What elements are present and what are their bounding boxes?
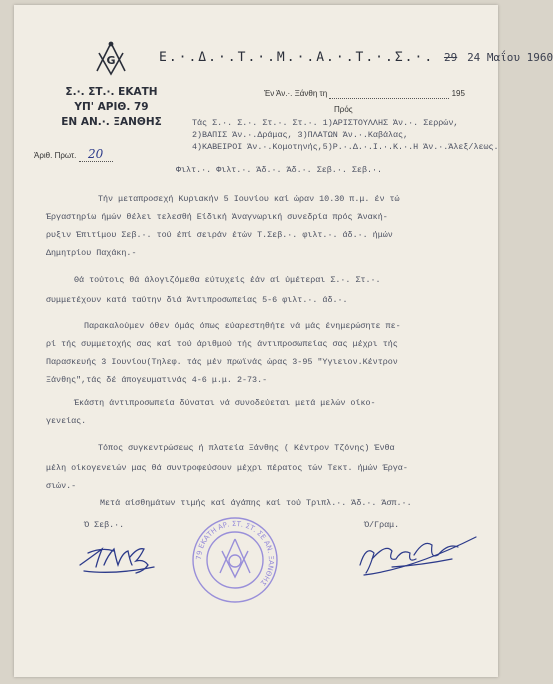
place-prefix: Έν Άν.·. Ξάνθη τη: [264, 89, 328, 98]
letterhead-title: [159, 50, 553, 65]
lodge-name: Σ.·. ΣΤ.·. ΕΚΑΤΗ: [65, 86, 158, 98]
stamp-ring-text: 79 ΕΚΑΤΗ ΑΡ. ΣΤ. ΣΤ. ΣΕ ΑΝ. ΞΑΝΘΗΣ: [194, 519, 276, 587]
lodge-stamp: [190, 515, 280, 605]
to-label: Πρός: [334, 105, 353, 114]
body-line: γενείας.: [46, 416, 87, 426]
recipient-line: Τάς Σ.·. Σ.·. Στ.·. Στ.·. 1)ΑΡΙΣΤΟΥΛΛΗΣ Άν.·. Σερρών,: [192, 118, 459, 128]
body-line: Θά τούτοις θά άλογιζόμεθα εύτυχείς έάν αί ύμέτεραι Σ.·. Στ.·.: [74, 275, 381, 285]
reference-number: [34, 147, 113, 162]
master-signature: [74, 535, 169, 580]
svg-text:G: G: [106, 54, 116, 67]
secretary-label: Ό/Γραμ.: [364, 520, 400, 530]
square-compass-emblem: [92, 41, 130, 77]
body-line: Έκάστη άντιπροσωπεία δύναται νά συνοδεύεται μετά μελών οίκο-: [74, 398, 376, 408]
master-label: Ό Σεβ.·.: [84, 520, 125, 530]
body-line: συμμετέχουν κατά ταύτην διά Άντιπροσωπείας 5-6 φιλτ.·. άδ.·.: [46, 295, 348, 305]
lodge-number: ΥΠ' ΑΡΙΘ. 79: [74, 101, 149, 113]
letter-date: 24 Μαΐου 1960: [467, 51, 553, 64]
body-line: Δημητρίου Παχάκη.-: [46, 248, 137, 258]
body-line: Μετά αίσθημάτων τιμής καί άγάπης καί τού Τριπλ.·. Άδ.·. Άσπ.·.: [100, 498, 412, 508]
secretary-signature: [352, 525, 482, 585]
recipient-line: 2)ΒΑΠΙΣ Άν.·.Δράμας, 3)ΠΛΑΤΩΝ Άν.·.Καβάλας,: [192, 130, 409, 140]
letter-page: [14, 5, 553, 677]
body-line: μέλη οίκογενειών μας θά συντροφεύσουν μέχρι πέρατος τών Τεκτ. ήμών Έργα-: [46, 463, 408, 473]
body-line: Τήν μεταπροσεχή Κυριακήν 5 Ιουνίου καί ώραν 10.30 π.μ. έν τώ: [98, 194, 400, 204]
recipient-line: 4)ΚΑΒΕΙΡΟΙ Άν.·.Κομοτηνής,5)Ρ.·.Δ.·.Ι.·.Κ.·.Η Άν.·.Άλεξ/λεως.: [192, 142, 499, 152]
body-line: Παρασκευής 3 Ιουνίου(Τηλεφ. τάς μέν πρωϊνάς ώρας 3-95 "Υγιειον.Κέντρον: [46, 357, 398, 367]
place-year: 195: [451, 89, 465, 98]
ref-number: 20: [79, 147, 113, 162]
body-line: ρυξιν Έπιτίμου Σεβ.·. τού έπί σειράν έτών Τ.Σεβ.·. φιλτ.·. άδ.·. ήμών: [46, 230, 393, 240]
body-line: ρί τής συμμετοχής σας καί τού άριθμού τής άντιπροσωπείας σας μέχρι τής: [46, 339, 398, 349]
title-text: Ε.·.Δ.·.Τ.·.Μ.·.Α.·.Τ.·.Σ.·.: [159, 50, 435, 65]
body-line: Έργαστηρίω ήμών θέλει τελεσθή Είδική Άναγνωρική συνεδρία πρός Άνακή-: [46, 212, 388, 222]
lodge-block: [54, 85, 169, 130]
date-struck: 29: [443, 51, 458, 64]
ref-label: Άριθ. Πρωτ.: [34, 151, 77, 160]
place-line: [264, 89, 465, 99]
body-line: Παρακαλούμεν όθεν όμάς όπως εύαρεστηθήτε νά μάς ένημερώσητε πε-: [84, 321, 401, 331]
body-line: Ξάνθης",τάς δέ άπογευματινάς 4-6 μ.μ. 2-73.-: [46, 375, 268, 385]
body-line: σιών.-: [46, 481, 77, 491]
salutation: Φιλτ.·. Φιλτ.·. Άδ.·. Άδ.·. Σεβ.·. Σεβ.·.: [176, 165, 383, 175]
body-line: Τόπος συγκεντρώσεως ή πλατεία Ξάνθης ( Κέντρον Τζόνης) Ένθα: [98, 443, 395, 453]
lodge-location: ΕΝ ΑΝ.·. ΞΑΝΘΗΣ: [61, 116, 162, 128]
